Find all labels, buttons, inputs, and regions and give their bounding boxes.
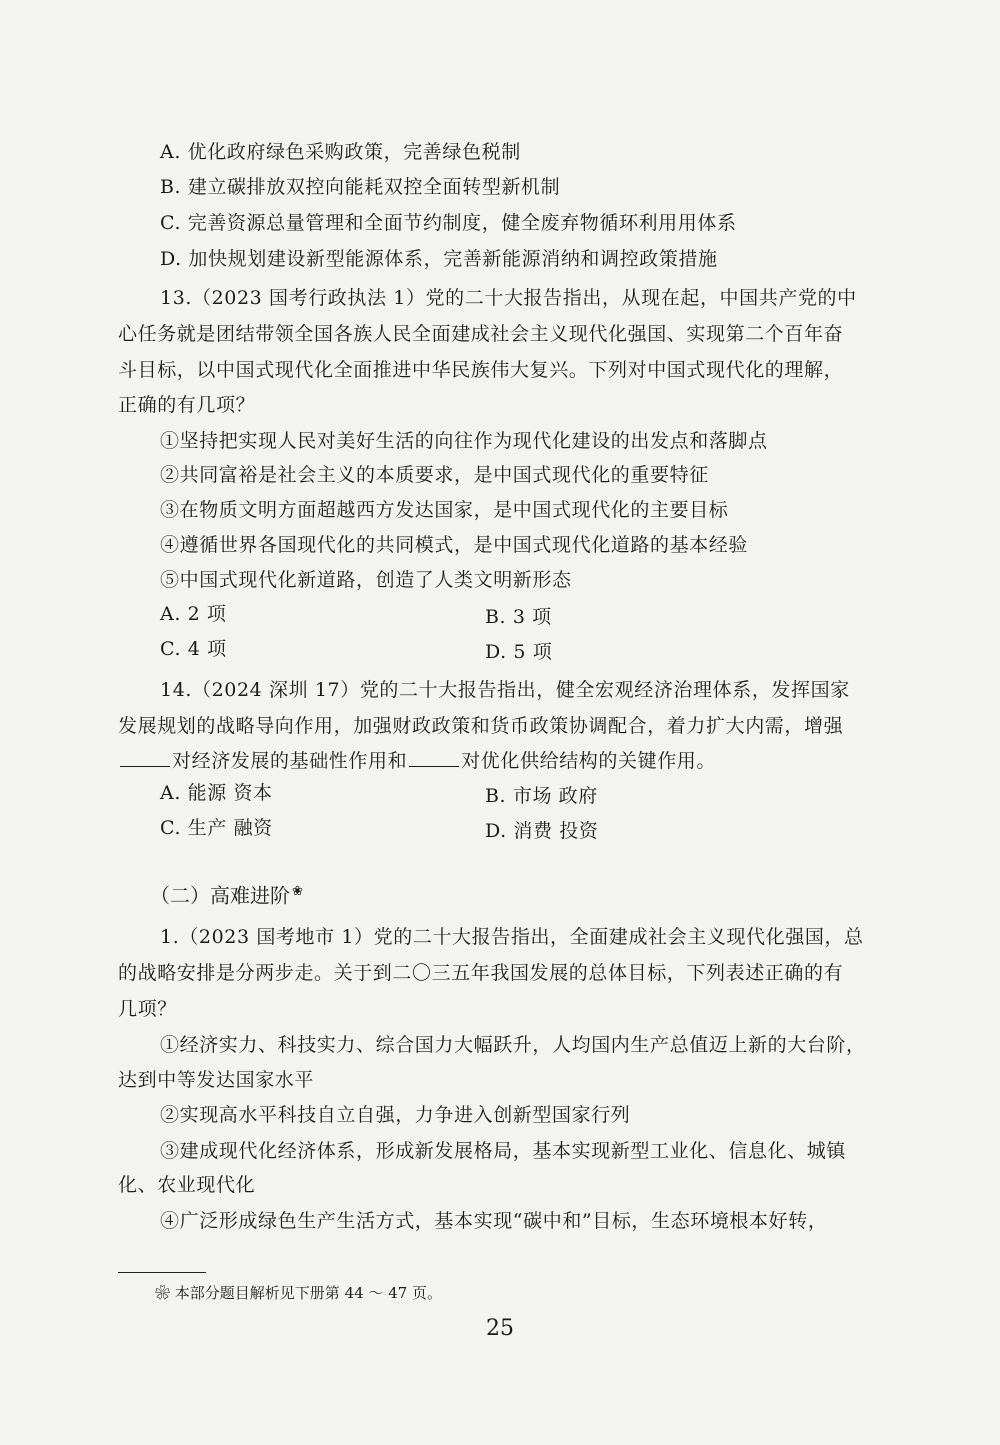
q12-option-b: B. 建立碳排放双控向能耗双控全面转型新机制 xyxy=(160,176,561,198)
q14-option-b: B. 市场 政府 xyxy=(485,785,598,807)
q12-option-d: D. 加快规划建设新型能源体系，完善新能源消纳和调控政策措施 xyxy=(160,248,718,270)
q13-option-b: B. 3 项 xyxy=(485,606,552,628)
adv-q1-stem-line-1: 1.（2023 国考地市 1）党的二十大报告指出，全面建成社会主义现代化强国，总 xyxy=(160,926,864,948)
q13-stem-line-4: 正确的有几项？ xyxy=(118,394,256,416)
q13-stem-line-1: 13.（2023 国考行政执法 1）党的二十大报告指出，从现在起，中国共产党的中 xyxy=(160,287,857,309)
section-heading xyxy=(150,878,303,910)
page-number: 25 xyxy=(486,1316,514,1341)
q14-stem-line-1: 14.（2024 深圳 17）党的二十大报告指出，健全宏观经济治理体系，发挥国家 xyxy=(160,679,850,701)
flower-icon: ❀ xyxy=(292,884,303,899)
q13-option-a: A. 2 项 xyxy=(160,603,227,625)
answer-blank-2 xyxy=(409,748,459,767)
q12-option-c: C. 完善资源总量管理和全面节约制度，健全废弃物循环利用用体系 xyxy=(160,212,737,234)
q14-option-d: D. 消费 投资 xyxy=(485,820,599,842)
answer-blank-1 xyxy=(120,748,170,767)
q13-option-d: D. 5 项 xyxy=(485,641,553,663)
q13-stem-line-2: 心任务就是团结带领全国各族人民全面建成社会主义现代化强国、实现第二个百年奋 xyxy=(118,323,844,345)
q12-option-a: A. 优化政府绿色采购政策，完善绿色税制 xyxy=(160,141,521,163)
adv-q1-item-1-cont: 达到中等发达国家水平 xyxy=(118,1069,315,1091)
q14-line3-part1: 对经济发展的基础性作用和 xyxy=(172,750,408,772)
q14-line3-part2: 对优化供给结构的关键作用。 xyxy=(461,750,717,772)
q14-option-c: C. 生产 融资 xyxy=(160,817,273,839)
footnote xyxy=(155,1282,442,1304)
q13-stem-line-3: 斗目标，以中国式现代化全面推进中华民族伟大复兴。下列对中国式现代化的理解， xyxy=(118,359,844,381)
adv-q1-item-1: ①经济实力、科技实力、综合国力大幅跃升，人均国内生产总值迈上新的大台阶， xyxy=(160,1034,866,1056)
q14-stem-line-2: 发展规划的战略导向作用，加强财政政策和货币政策协调配合，着力扩大内需，增强 xyxy=(118,715,844,737)
q14-option-a: A. 能源 资本 xyxy=(160,782,273,804)
adv-q1-stem-line-3: 几项？ xyxy=(118,998,177,1020)
q13-item-5: ⑤中国式现代化新道路，创造了人类文明新形态 xyxy=(160,569,572,591)
adv-q1-item-3-cont: 化、农业现代化 xyxy=(118,1174,256,1196)
footnote-divider xyxy=(118,1272,206,1273)
footnote-text: 本部分题目解析见下册第 44 ～ 47 页。 xyxy=(174,1284,443,1302)
q13-item-2: ②共同富裕是社会主义的本质要求，是中国式现代化的重要特征 xyxy=(160,464,709,486)
q13-item-1: ①坚持把实现人民对美好生活的向往作为现代化建设的出发点和落脚点 xyxy=(160,430,768,452)
adv-q1-item-3: ③建成现代化经济体系，形成新发展格局，基本实现新型工业化、信息化、城镇 xyxy=(160,1140,847,1162)
adv-q1-item-4: ④广泛形成绿色生产生活方式，基本实现“碳中和”目标，生态环境根本好转， xyxy=(160,1210,828,1232)
adv-q1-stem-line-2: 的战略安排是分两步走。关于到二〇三五年我国发展的总体目标，下列表述正确的有 xyxy=(118,962,844,984)
q14-stem-line-3 xyxy=(118,748,868,774)
q13-item-3: ③在物质文明方面超越西方发达国家，是中国式现代化的主要目标 xyxy=(160,499,729,521)
footnote-flower-icon: ❀ xyxy=(155,1284,171,1302)
section-title: （二）高难进阶 xyxy=(150,883,290,908)
adv-q1-item-2: ②实现高水平科技自立自强，力争进入创新型国家行列 xyxy=(160,1104,631,1126)
q13-option-c: C. 4 项 xyxy=(160,638,227,660)
q13-item-4: ④遵循世界各国现代化的共同模式，是中国式现代化道路的基本经验 xyxy=(160,534,749,556)
